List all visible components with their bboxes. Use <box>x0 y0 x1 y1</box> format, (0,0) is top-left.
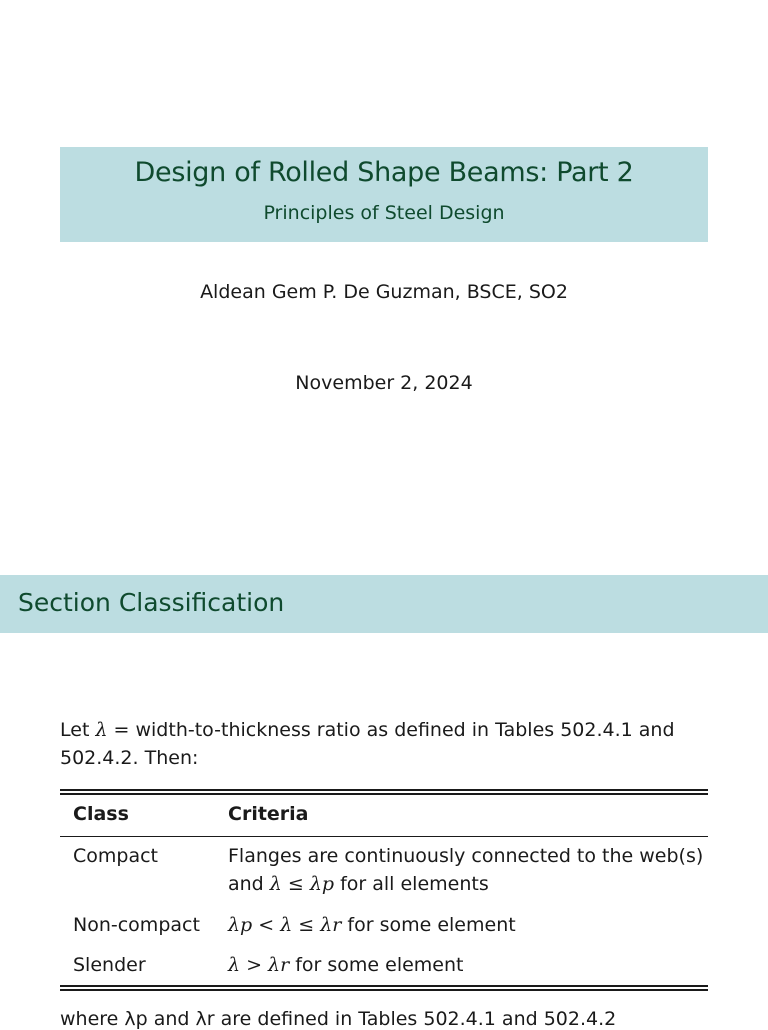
table-header-rule <box>60 836 708 837</box>
row-criteria-noncompact <box>228 911 708 939</box>
row-criteria-slender <box>228 951 708 979</box>
intro-paragraph <box>60 716 710 772</box>
presentation-date: November 2, 2024 <box>295 372 473 394</box>
criteria-math: λ ≤ λp <box>269 873 335 895</box>
table-footnote: where λp and λr are defined in Tables 502.4.1 and 502.4.2 <box>60 1008 617 1030</box>
frame-title-bar <box>0 575 768 633</box>
author-line: Aldean Gem P. De Guzman, BSCE, SO2 <box>200 281 568 303</box>
header-criteria: Criteria <box>228 803 309 825</box>
intro-text: width-to-thickness ratio as defined in Tables 502.4.1 and 502.4.2. Then: <box>60 719 675 769</box>
presentation-subtitle: Principles of Steel Design <box>263 202 505 224</box>
row-criteria-compact-line2 <box>228 870 708 898</box>
row-class-slender: Slender <box>73 954 146 976</box>
table-top-rule <box>60 789 708 795</box>
criteria-suffix: for some element <box>341 914 516 936</box>
intro-symbol: λ = <box>95 719 136 741</box>
intro-prefix: Let <box>60 719 96 741</box>
row-class-compact: Compact <box>73 845 158 867</box>
criteria-math: λp < λ ≤ λr <box>228 914 342 936</box>
table-bottom-rule <box>60 985 708 991</box>
presentation-title: Design of Rolled Shape Beams: Part 2 <box>134 157 634 188</box>
row-class-noncompact: Non-compact <box>73 914 200 936</box>
header-class: Class <box>73 803 129 825</box>
title-block <box>60 147 708 242</box>
row-criteria-compact-line1: Flanges are continuously connected to the web(s) <box>228 845 704 867</box>
criteria-suffix: for some element <box>289 954 464 976</box>
criteria-suffix: for all elements <box>334 873 489 895</box>
frame-title: Section Classification <box>18 588 285 617</box>
criteria-math: λ > λr <box>228 954 290 976</box>
criteria-prefix: and <box>228 873 270 895</box>
